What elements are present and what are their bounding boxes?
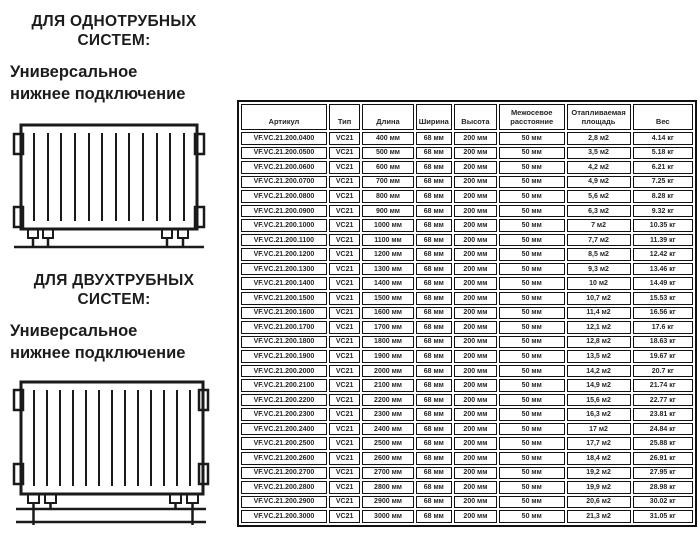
table-cell: VF.VC.21.200.2400 <box>241 423 327 436</box>
table-cell: 23.81 кг <box>633 408 694 421</box>
column-header: Вес <box>633 104 694 130</box>
table-cell: 68 мм <box>416 510 452 523</box>
table-cell: 50 мм <box>499 248 565 261</box>
table-cell: VC21 <box>329 350 361 363</box>
table-cell: VC21 <box>329 277 361 290</box>
table-cell: 200 мм <box>454 132 497 145</box>
table-cell: 200 мм <box>454 234 497 247</box>
radiator-spec-table <box>237 100 697 527</box>
table-cell: 2700 мм <box>362 467 413 480</box>
table-cell: 21.74 кг <box>633 379 694 392</box>
table-row <box>241 307 693 320</box>
table-cell: 50 мм <box>499 336 565 349</box>
table-cell: 200 мм <box>454 176 497 189</box>
table-cell: 200 мм <box>454 336 497 349</box>
table-cell: VC21 <box>329 336 361 349</box>
table-cell: 68 мм <box>416 408 452 421</box>
table-cell: VC21 <box>329 205 361 218</box>
table-cell: 200 мм <box>454 263 497 276</box>
column-header: Отапливаемая площадь <box>567 104 631 130</box>
table-cell: VC21 <box>329 161 361 174</box>
table-cell: 13,5 м2 <box>567 350 631 363</box>
table-cell: 50 мм <box>499 190 565 203</box>
table-row <box>241 277 693 290</box>
table-cell: 68 мм <box>416 263 452 276</box>
table-cell: 68 мм <box>416 481 452 494</box>
table-cell: VF.VC.21.200.3000 <box>241 510 327 523</box>
table-cell: VC21 <box>329 510 361 523</box>
single-pipe-subheading: Универсальное нижнее подключение <box>10 63 186 103</box>
table-cell: 24.84 кг <box>633 423 694 436</box>
table-cell: 68 мм <box>416 423 452 436</box>
table-cell: VC21 <box>329 132 361 145</box>
table-cell: VF.VC.21.200.1300 <box>241 263 327 276</box>
table-cell: 2900 мм <box>362 496 413 509</box>
table-cell: 25.88 кг <box>633 437 694 450</box>
table-cell: 1400 мм <box>362 277 413 290</box>
column-header: Межосевое расстояние <box>499 104 565 130</box>
table-cell: VF.VC.21.200.2200 <box>241 394 327 407</box>
table-cell: 9,3 м2 <box>567 263 631 276</box>
table-cell: 2800 мм <box>362 481 413 494</box>
table-cell: 50 мм <box>499 321 565 334</box>
table-cell: VF.VC.21.200.1000 <box>241 219 327 232</box>
table-cell: 2600 мм <box>362 452 413 465</box>
table-cell: 68 мм <box>416 176 452 189</box>
table-cell: 50 мм <box>499 147 565 160</box>
table-cell: 68 мм <box>416 437 452 450</box>
table-cell: 1600 мм <box>362 307 413 320</box>
table-cell: VF.VC.21.200.2000 <box>241 365 327 378</box>
single-pipe-radiator-diagram <box>6 119 216 254</box>
column-header: Артикул <box>241 104 327 130</box>
table-cell: 68 мм <box>416 248 452 261</box>
table-cell: VF.VC.21.200.1200 <box>241 248 327 261</box>
table-cell: 200 мм <box>454 423 497 436</box>
table-cell: 18,4 м2 <box>567 452 631 465</box>
table-cell: 50 мм <box>499 176 565 189</box>
table-cell: 68 мм <box>416 336 452 349</box>
table-cell: 21,3 м2 <box>567 510 631 523</box>
table-cell: VF.VC.21.200.2100 <box>241 379 327 392</box>
table-cell: 50 мм <box>499 219 565 232</box>
table-cell: 13.46 кг <box>633 263 694 276</box>
table-row <box>241 147 693 160</box>
table-cell: VF.VC.21.200.0800 <box>241 190 327 203</box>
table-cell: 68 мм <box>416 452 452 465</box>
table-cell: VC21 <box>329 481 361 494</box>
table-cell: 1800 мм <box>362 336 413 349</box>
table-cell: 12.42 кг <box>633 248 694 261</box>
table-cell: 50 мм <box>499 277 565 290</box>
table-row <box>241 423 693 436</box>
table-cell: 10 м2 <box>567 277 631 290</box>
table-cell: 50 мм <box>499 394 565 407</box>
column-header: Высота <box>454 104 497 130</box>
table-cell: 68 мм <box>416 496 452 509</box>
table-cell: 8,5 м2 <box>567 248 631 261</box>
table-cell: 68 мм <box>416 234 452 247</box>
table-cell: 3000 мм <box>362 510 413 523</box>
table-cell: 7,7 м2 <box>567 234 631 247</box>
table-cell: 1000 мм <box>362 219 413 232</box>
table-cell: 50 мм <box>499 292 565 305</box>
table-cell: 200 мм <box>454 147 497 160</box>
table-cell: VF.VC.21.200.2900 <box>241 496 327 509</box>
table-cell: 19,2 м2 <box>567 467 631 480</box>
table-cell: VF.VC.21.200.1100 <box>241 234 327 247</box>
table-cell: 4.14 кг <box>633 132 694 145</box>
table-cell: 200 мм <box>454 496 497 509</box>
column-header: Тип <box>329 104 361 130</box>
table-cell: 50 мм <box>499 205 565 218</box>
table-row <box>241 176 693 189</box>
table-cell: 50 мм <box>499 307 565 320</box>
table-cell: 2100 мм <box>362 379 413 392</box>
table-cell: 2200 мм <box>362 394 413 407</box>
table-cell: 700 мм <box>362 176 413 189</box>
table-cell: VC21 <box>329 234 361 247</box>
table-cell: 200 мм <box>454 394 497 407</box>
table-cell: 68 мм <box>416 394 452 407</box>
table-cell: 19,9 м2 <box>567 481 631 494</box>
table-cell: VF.VC.21.200.1500 <box>241 292 327 305</box>
table-row <box>241 481 693 494</box>
table-row <box>241 234 693 247</box>
table-cell: 50 мм <box>499 350 565 363</box>
table-cell: VC21 <box>329 423 361 436</box>
table-cell: 200 мм <box>454 510 497 523</box>
table-cell: 2400 мм <box>362 423 413 436</box>
table-cell: VF.VC.21.200.1900 <box>241 350 327 363</box>
table-row <box>241 248 693 261</box>
table-row <box>241 292 693 305</box>
table-cell: VF.VC.21.200.1400 <box>241 277 327 290</box>
table-cell: 500 мм <box>362 147 413 160</box>
table-cell: 12,1 м2 <box>567 321 631 334</box>
table-cell: 200 мм <box>454 292 497 305</box>
table-cell: 15.53 кг <box>633 292 694 305</box>
table-cell: 200 мм <box>454 467 497 480</box>
table-row <box>241 263 693 276</box>
table-cell: VC21 <box>329 219 361 232</box>
table-cell: 2300 мм <box>362 408 413 421</box>
radiator-fins <box>34 390 190 486</box>
table-cell: VF.VC.21.200.2600 <box>241 452 327 465</box>
single-pipe-systems-heading: ДЛЯ ОДНОТРУБНЫХ СИСТЕМ: <box>31 13 197 49</box>
table-cell: 200 мм <box>454 481 497 494</box>
table-cell: VF.VC.21.200.2800 <box>241 481 327 494</box>
table-cell: 50 мм <box>499 263 565 276</box>
table-cell: 3,5 м2 <box>567 147 631 160</box>
table-cell: 200 мм <box>454 219 497 232</box>
table-row <box>241 336 693 349</box>
table-cell: VC21 <box>329 292 361 305</box>
table-cell: 50 мм <box>499 132 565 145</box>
table-cell: 68 мм <box>416 161 452 174</box>
table-cell: VF.VC.21.200.0900 <box>241 205 327 218</box>
table-cell: VC21 <box>329 147 361 160</box>
table-cell: 68 мм <box>416 365 452 378</box>
table-cell: 200 мм <box>454 190 497 203</box>
table-cell: 12,8 м2 <box>567 336 631 349</box>
table-cell: 16.56 кг <box>633 307 694 320</box>
table-row <box>241 496 693 509</box>
table-row <box>241 379 693 392</box>
two-pipe-radiator-diagram <box>6 377 216 535</box>
table-cell: VF.VC.21.200.0500 <box>241 147 327 160</box>
table-cell: 22.77 кг <box>633 394 694 407</box>
table-cell: 11.39 кг <box>633 234 694 247</box>
table-cell: VC21 <box>329 437 361 450</box>
table-cell: 10,7 м2 <box>567 292 631 305</box>
table-cell: 1200 мм <box>362 248 413 261</box>
table-cell: 200 мм <box>454 277 497 290</box>
spec-table-container <box>237 100 697 527</box>
table-cell: 800 мм <box>362 190 413 203</box>
table-row <box>241 467 693 480</box>
table-body <box>241 132 693 523</box>
table-cell: 68 мм <box>416 132 452 145</box>
table-cell: 400 мм <box>362 132 413 145</box>
two-pipe-subheading: Универсальное нижнее подключение <box>10 322 186 362</box>
table-cell: 68 мм <box>416 277 452 290</box>
table-cell: 50 мм <box>499 510 565 523</box>
connection-types-panel <box>0 0 234 535</box>
table-cell: 9.32 кг <box>633 205 694 218</box>
table-cell: 2000 мм <box>362 365 413 378</box>
table-cell: 200 мм <box>454 408 497 421</box>
table-row <box>241 161 693 174</box>
table-row <box>241 350 693 363</box>
table-cell: VC21 <box>329 321 361 334</box>
two-pipe-systems-heading: ДЛЯ ДВУХТРУБНЫХ СИСТЕМ: <box>33 272 195 308</box>
table-cell: 10.35 кг <box>633 219 694 232</box>
table-cell: 68 мм <box>416 292 452 305</box>
table-cell: VC21 <box>329 379 361 392</box>
table-row <box>241 219 693 232</box>
table-cell: 50 мм <box>499 467 565 480</box>
table-cell: VC21 <box>329 452 361 465</box>
table-cell: 14.49 кг <box>633 277 694 290</box>
table-cell: 1100 мм <box>362 234 413 247</box>
table-cell: 6,3 м2 <box>567 205 631 218</box>
table-cell: VF.VC.21.200.1800 <box>241 336 327 349</box>
table-cell: 8.28 кг <box>633 190 694 203</box>
table-cell: 68 мм <box>416 467 452 480</box>
table-row <box>241 510 693 523</box>
table-cell: 31.05 кг <box>633 510 694 523</box>
table-cell: 50 мм <box>499 423 565 436</box>
table-cell: 68 мм <box>416 321 452 334</box>
table-cell: 19.67 кг <box>633 350 694 363</box>
table-cell: VF.VC.21.200.0600 <box>241 161 327 174</box>
table-cell: 200 мм <box>454 437 497 450</box>
table-row <box>241 437 693 450</box>
table-row <box>241 394 693 407</box>
table-cell: VF.VC.21.200.0700 <box>241 176 327 189</box>
table-cell: 14,2 м2 <box>567 365 631 378</box>
table-cell: 6.21 кг <box>633 161 694 174</box>
table-cell: 27.95 кг <box>633 467 694 480</box>
table-header-row <box>241 104 693 130</box>
table-cell: 50 мм <box>499 481 565 494</box>
table-row <box>241 321 693 334</box>
table-cell: 68 мм <box>416 350 452 363</box>
table-cell: 17,7 м2 <box>567 437 631 450</box>
table-cell: 16,3 м2 <box>567 408 631 421</box>
table-cell: 50 мм <box>499 365 565 378</box>
table-cell: 50 мм <box>499 408 565 421</box>
table-row <box>241 408 693 421</box>
table-row <box>241 132 693 145</box>
table-cell: 200 мм <box>454 321 497 334</box>
table-cell: 68 мм <box>416 219 452 232</box>
table-cell: 5,6 м2 <box>567 190 631 203</box>
table-cell: 68 мм <box>416 190 452 203</box>
table-cell: 26.91 кг <box>633 452 694 465</box>
table-cell: 50 мм <box>499 437 565 450</box>
table-cell: VC21 <box>329 307 361 320</box>
table-cell: 2,8 м2 <box>567 132 631 145</box>
table-cell: VC21 <box>329 176 361 189</box>
table-cell: 68 мм <box>416 379 452 392</box>
table-cell: VF.VC.21.200.2700 <box>241 467 327 480</box>
table-cell: 18.63 кг <box>633 336 694 349</box>
table-cell: 17 м2 <box>567 423 631 436</box>
table-row <box>241 190 693 203</box>
table-cell: VC21 <box>329 408 361 421</box>
table-cell: 200 мм <box>454 365 497 378</box>
table-cell: 4,2 м2 <box>567 161 631 174</box>
table-cell: VC21 <box>329 248 361 261</box>
table-cell: 11,4 м2 <box>567 307 631 320</box>
table-cell: 4,9 м2 <box>567 176 631 189</box>
table-cell: 200 мм <box>454 248 497 261</box>
table-cell: 68 мм <box>416 205 452 218</box>
table-row <box>241 365 693 378</box>
table-row <box>241 452 693 465</box>
table-cell: 50 мм <box>499 452 565 465</box>
table-cell: VF.VC.21.200.1600 <box>241 307 327 320</box>
table-cell: 30.02 кг <box>633 496 694 509</box>
radiator-fins <box>34 133 184 221</box>
side-connection-tabs <box>14 134 204 227</box>
table-cell: VC21 <box>329 496 361 509</box>
table-cell: 50 мм <box>499 234 565 247</box>
table-row <box>241 205 693 218</box>
table-cell: VC21 <box>329 190 361 203</box>
table-cell: 68 мм <box>416 307 452 320</box>
table-cell: 1500 мм <box>362 292 413 305</box>
table-cell: 1700 мм <box>362 321 413 334</box>
table-cell: 200 мм <box>454 350 497 363</box>
column-header: Длина <box>362 104 413 130</box>
table-cell: 2500 мм <box>362 437 413 450</box>
table-cell: 17.6 кг <box>633 321 694 334</box>
table-cell: VF.VC.21.200.0400 <box>241 132 327 145</box>
table-cell: 14,9 м2 <box>567 379 631 392</box>
table-cell: VF.VC.21.200.2500 <box>241 437 327 450</box>
table-cell: VC21 <box>329 394 361 407</box>
table-cell: 28.98 кг <box>633 481 694 494</box>
table-cell: 7.25 кг <box>633 176 694 189</box>
table-cell: VF.VC.21.200.1700 <box>241 321 327 334</box>
table-cell: 50 мм <box>499 379 565 392</box>
table-cell: 5.18 кг <box>633 147 694 160</box>
table-cell: 50 мм <box>499 496 565 509</box>
bottom-connection-feet <box>28 229 188 246</box>
table-cell: 20,6 м2 <box>567 496 631 509</box>
table-cell: VC21 <box>329 263 361 276</box>
table-cell: 68 мм <box>416 147 452 160</box>
table-cell: 1300 мм <box>362 263 413 276</box>
table-cell: 200 мм <box>454 452 497 465</box>
column-header: Ширина <box>416 104 452 130</box>
table-cell: VC21 <box>329 467 361 480</box>
table-cell: 200 мм <box>454 307 497 320</box>
table-cell: 1900 мм <box>362 350 413 363</box>
table-cell: 50 мм <box>499 161 565 174</box>
table-cell: 600 мм <box>362 161 413 174</box>
table-cell: 200 мм <box>454 379 497 392</box>
table-cell: 15,6 м2 <box>567 394 631 407</box>
table-cell: VF.VC.21.200.2300 <box>241 408 327 421</box>
table-cell: 7 м2 <box>567 219 631 232</box>
table-cell: VC21 <box>329 365 361 378</box>
table-cell: 200 мм <box>454 161 497 174</box>
table-cell: 900 мм <box>362 205 413 218</box>
table-cell: 20.7 кг <box>633 365 694 378</box>
table-cell: 200 мм <box>454 205 497 218</box>
